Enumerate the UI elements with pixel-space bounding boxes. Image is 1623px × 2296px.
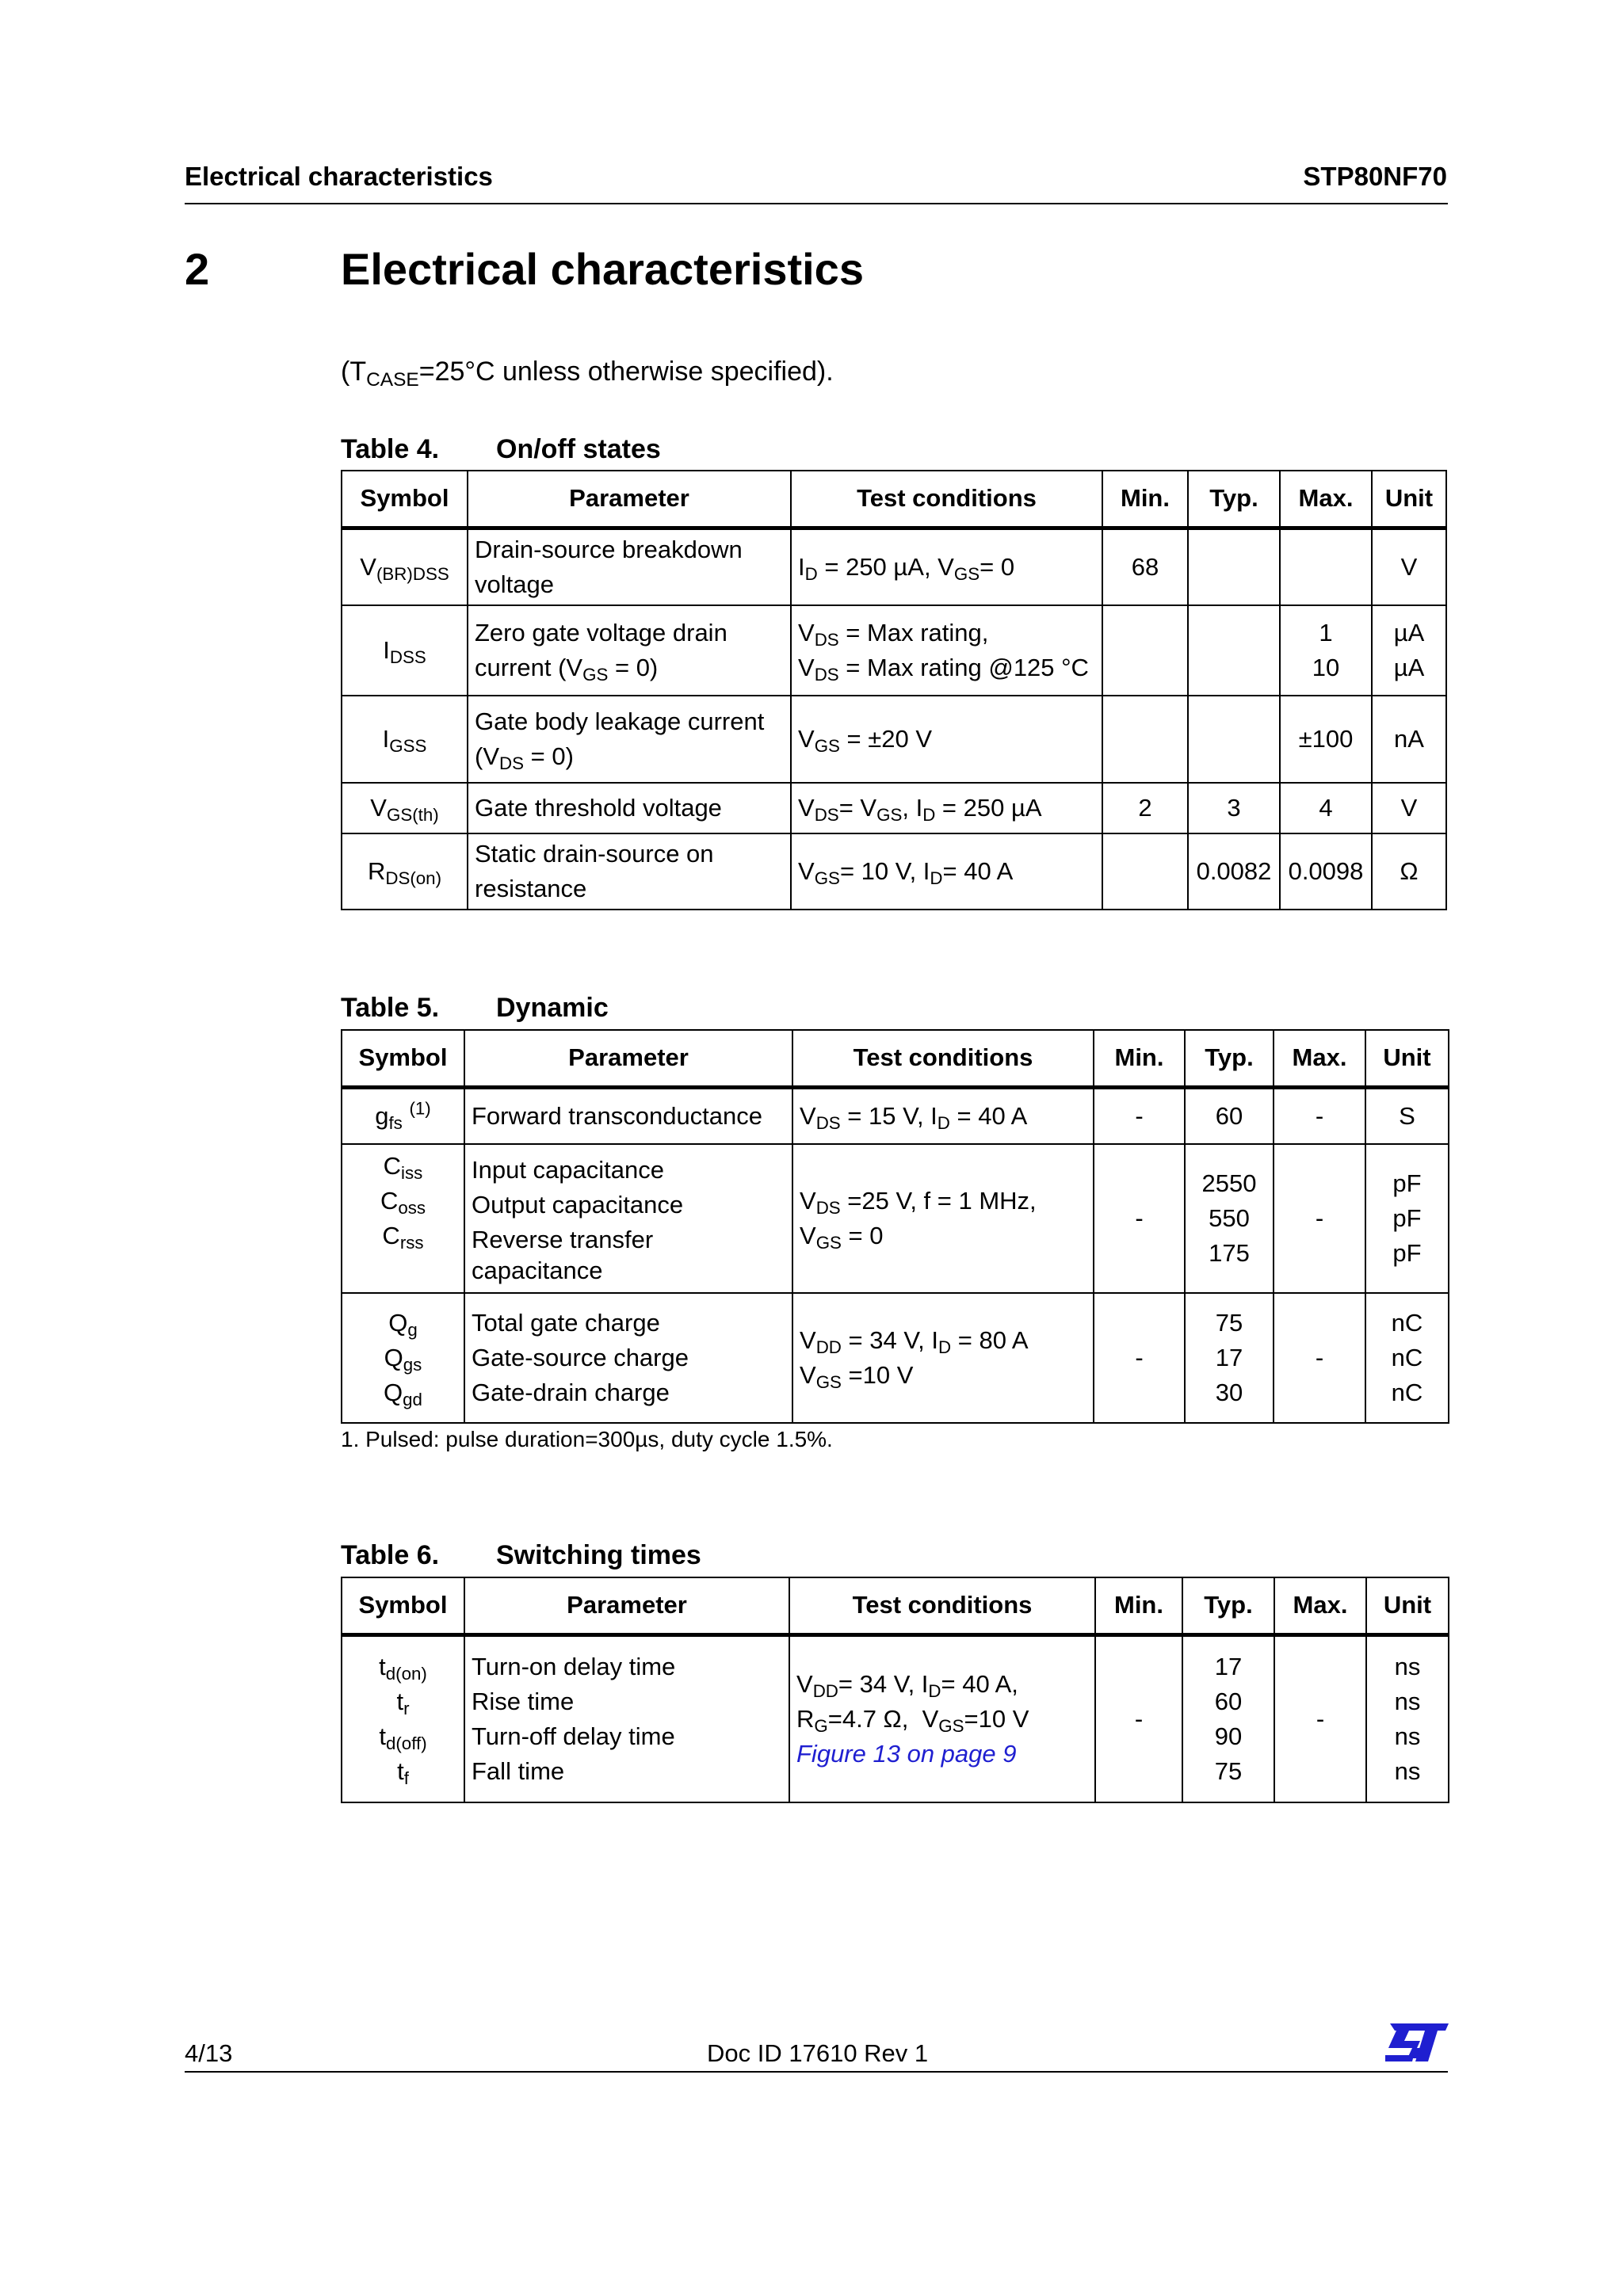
- typ-cell: 2550 550 175: [1185, 1144, 1274, 1293]
- parameter-cell: Gate threshold voltage: [468, 783, 791, 833]
- col-header: Symbol: [342, 1577, 464, 1634]
- typ-cell: 60: [1185, 1087, 1274, 1144]
- max-cell: -: [1274, 1144, 1365, 1293]
- col-header: Symbol: [342, 1030, 464, 1087]
- table-row: [342, 605, 1446, 696]
- col-header: Parameter: [464, 1577, 789, 1634]
- symbol-cell: $t_{d(on)}$ $t_r$ $t_{d(off)}$ $t_f$: [342, 1634, 464, 1802]
- test-condition-note: ($T_{CASE}=25^\circ C$ unless otherwise specified).: [341, 357, 834, 391]
- unit-cell: nC nC nC: [1365, 1293, 1449, 1423]
- col-header: Parameter: [468, 471, 791, 528]
- col-header: Unit: [1365, 1030, 1449, 1087]
- table-header-row: [342, 1030, 1449, 1087]
- table-row: [342, 1293, 1449, 1423]
- typ-cell: 3: [1188, 783, 1280, 833]
- section-title: Electrical characteristics: [341, 244, 864, 294]
- symbol-cell: $I_{GSS}$: [342, 696, 468, 783]
- symbol-cell: $g_{fs}$ $^{(1)}$: [342, 1087, 464, 1144]
- symbol-cell: $V_{GS(th)}$: [342, 783, 468, 833]
- min-cell: -: [1094, 1087, 1185, 1144]
- table-row: [342, 783, 1446, 833]
- max-cell: [1280, 528, 1372, 605]
- unit-cell: ns ns ns ns: [1366, 1634, 1449, 1802]
- parameter-cell: Static drain-source on resistance: [468, 833, 791, 910]
- st-logo-icon: [1385, 2023, 1449, 2061]
- col-header: Min.: [1094, 1030, 1185, 1087]
- max-cell: 4: [1280, 783, 1372, 833]
- test-conditions-cell: $I_D = 250$ µA, $V_{GS}= 0$: [791, 528, 1102, 605]
- min-cell: [1102, 696, 1188, 783]
- unit-cell: Ω: [1372, 833, 1446, 910]
- test-conditions-cell: $V_{DS} = 15$ V, $I_D = 40$ A: [792, 1087, 1094, 1144]
- col-header: Test conditions: [791, 471, 1102, 528]
- parameter-cell: Total gate charge Gate-source charge Gate-drain charge: [464, 1293, 792, 1423]
- min-cell: -: [1095, 1634, 1182, 1802]
- table4-label: Table 4.: [341, 434, 440, 464]
- running-header-left: Electrical characteristics: [185, 162, 493, 191]
- parameter-cell: Turn-on delay time Rise time Turn-off delay time Fall time: [464, 1634, 789, 1802]
- table4-title: On/off states: [496, 434, 661, 464]
- table-row: [342, 1634, 1449, 1802]
- col-header: Max.: [1280, 471, 1372, 528]
- table-header-row: [342, 471, 1446, 528]
- max-cell: 1 10: [1280, 605, 1372, 696]
- typ-cell: [1188, 605, 1280, 696]
- table-row: [342, 696, 1446, 783]
- table5-label: Table 5.: [341, 993, 440, 1023]
- col-header: Test conditions: [789, 1577, 1095, 1634]
- min-cell: 68: [1102, 528, 1188, 605]
- max-cell: 0.0098: [1280, 833, 1372, 910]
- table-row: [342, 1087, 1449, 1144]
- table-row: [342, 833, 1446, 910]
- parameter-cell: Drain-source breakdown voltage: [468, 528, 791, 605]
- min-cell: 2: [1102, 783, 1188, 833]
- min-cell: [1102, 833, 1188, 910]
- min-cell: -: [1094, 1293, 1185, 1423]
- unit-cell: S: [1365, 1087, 1449, 1144]
- test-conditions-cell: $V_{DD}= 34$ V, $I_D= 40$ A, $R_G=4.7$ Ω, $V_{GS}=10$ V Figure 13 on page 9: [789, 1634, 1095, 1802]
- page-number: 4/13: [185, 2039, 233, 2067]
- table5-title: Dynamic: [496, 993, 609, 1023]
- unit-cell: V: [1372, 528, 1446, 605]
- table5-footnote: 1. Pulsed: pulse duration=300µs, duty cycle 1.5%.: [341, 1427, 833, 1451]
- max-cell: -: [1274, 1087, 1365, 1144]
- symbol-cell: $R_{DS(on)}$: [342, 833, 468, 910]
- parameter-cell: Input capacitance Output capacitance Reverse transfer capacitance: [464, 1144, 792, 1293]
- parameter-cell: Zero gate voltage drain current $(V_{GS} = 0)$: [468, 605, 791, 696]
- col-header: Typ.: [1188, 471, 1280, 528]
- max-cell: -: [1274, 1293, 1365, 1423]
- header-rule: [185, 203, 1448, 204]
- unit-cell: nA: [1372, 696, 1446, 783]
- unit-cell: pF pF pF: [1365, 1144, 1449, 1293]
- table-on-off-states: [341, 470, 1447, 910]
- unit-cell: µA µA: [1372, 605, 1446, 696]
- symbol-cell: $V_{(BR)DSS}$: [342, 528, 468, 605]
- table-header-row: [342, 1577, 1449, 1634]
- typ-cell: 0.0082: [1188, 833, 1280, 910]
- symbol-cell: $C_{iss}$ $C_{oss}$ $C_{rss}$: [342, 1144, 464, 1293]
- col-header: Symbol: [342, 471, 468, 528]
- footer-rule: [185, 2071, 1448, 2073]
- parameter-cell: Gate body leakage current $(V_{DS} = 0)$: [468, 696, 791, 783]
- max-cell: ±100: [1280, 696, 1372, 783]
- table6-title: Switching times: [496, 1540, 701, 1570]
- typ-cell: [1188, 528, 1280, 605]
- typ-cell: 75 17 30: [1185, 1293, 1274, 1423]
- table6-label: Table 6.: [341, 1540, 440, 1570]
- parameter-cell: Forward transconductance: [464, 1087, 792, 1144]
- table-switching-times: [341, 1577, 1449, 1803]
- figure-13-link[interactable]: Figure 13 on page 9: [796, 1739, 1017, 1768]
- test-conditions-cell: $V_{GS} = \pm 20$ V: [791, 696, 1102, 783]
- max-cell: -: [1274, 1634, 1366, 1802]
- typ-cell: [1188, 696, 1280, 783]
- col-header: Unit: [1372, 471, 1446, 528]
- col-header: Min.: [1102, 471, 1188, 528]
- test-conditions-cell: $V_{DS} =25$ V, f = 1 MHz, $V_{GS} = 0$: [792, 1144, 1094, 1293]
- test-conditions-cell: $V_{GS}= 10$ V, $I_D= 40$ A: [791, 833, 1102, 910]
- running-header-right: STP80NF70: [1303, 162, 1447, 191]
- table-row: [342, 1144, 1449, 1293]
- symbol-cell: $Q_g$ $Q_{gs}$ $Q_{gd}$: [342, 1293, 464, 1423]
- min-cell: -: [1094, 1144, 1185, 1293]
- col-header: Min.: [1095, 1577, 1182, 1634]
- table-row: [342, 528, 1446, 605]
- col-header: Max.: [1274, 1030, 1365, 1087]
- table-dynamic: [341, 1029, 1449, 1424]
- doc-id: Doc ID 17610 Rev 1: [707, 2039, 929, 2067]
- test-conditions-cell: $V_{DS}= V_{GS}$, $I_D = 250$ µA: [791, 783, 1102, 833]
- section-number: 2: [185, 244, 210, 294]
- unit-cell: V: [1372, 783, 1446, 833]
- symbol-cell: $I_{DSS}$: [342, 605, 468, 696]
- col-header: Unit: [1366, 1577, 1449, 1634]
- col-header: Typ.: [1185, 1030, 1274, 1087]
- test-conditions-cell: $V_{DD} = 34$ V, $I_D = 80$ A $V_{GS} =10$ V: [792, 1293, 1094, 1423]
- col-header: Test conditions: [792, 1030, 1094, 1087]
- col-header: Parameter: [464, 1030, 792, 1087]
- typ-cell: 17 60 90 75: [1182, 1634, 1274, 1802]
- col-header: Max.: [1274, 1577, 1366, 1634]
- min-cell: [1102, 605, 1188, 696]
- test-conditions-cell: $V_{DS}$ = Max rating, $V_{DS}$ = Max rating @125 °C: [791, 605, 1102, 696]
- col-header: Typ.: [1182, 1577, 1274, 1634]
